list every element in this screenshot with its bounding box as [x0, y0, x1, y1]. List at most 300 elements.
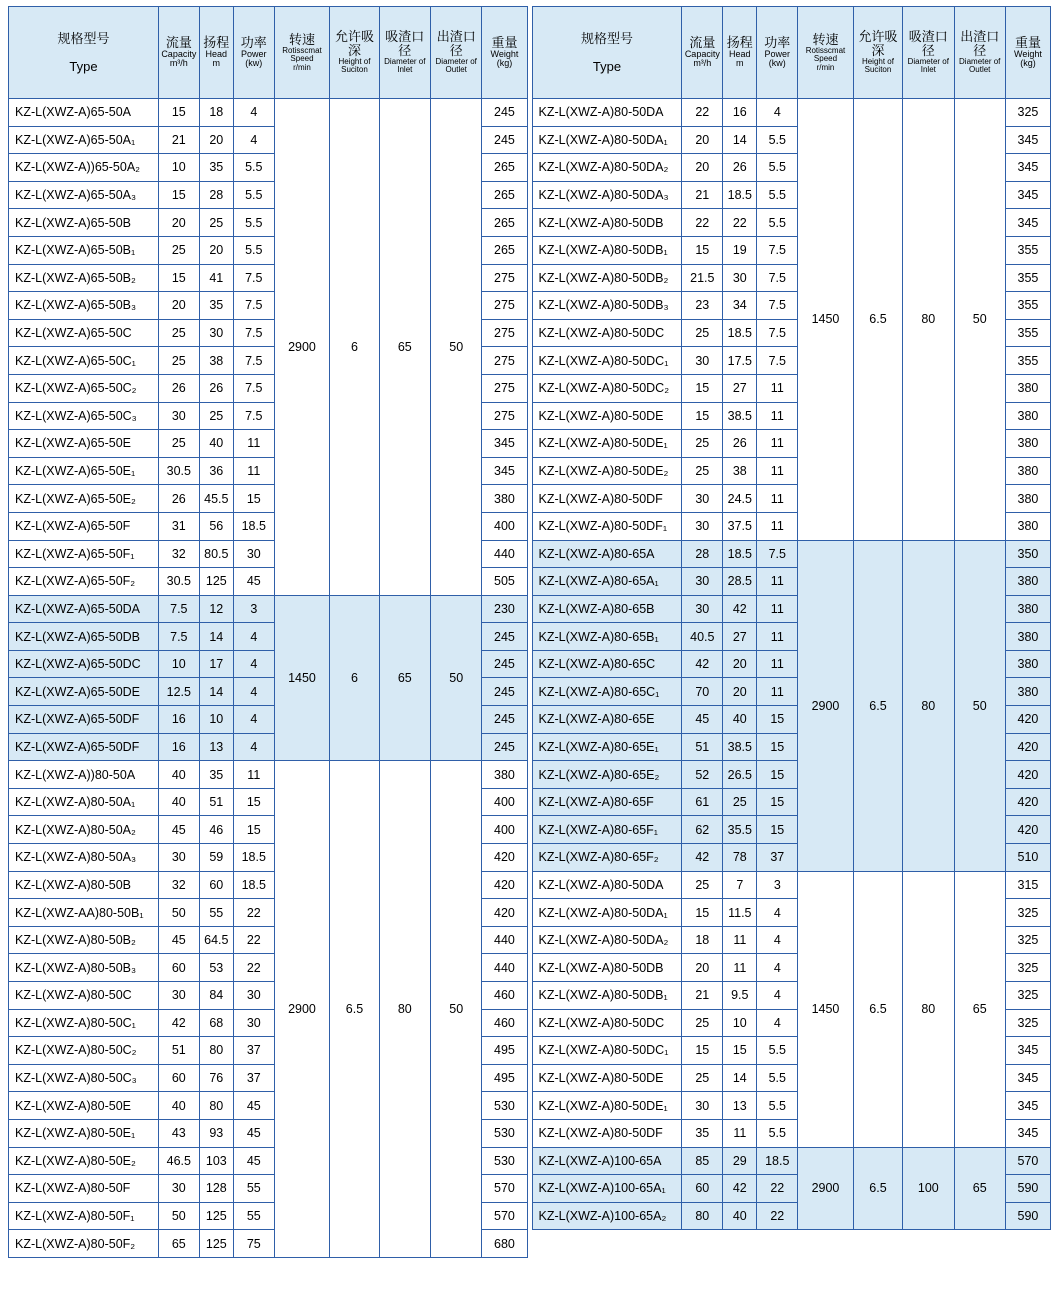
cell-type: KZ-L(XWZ-A)80-50E₂: [9, 1147, 159, 1175]
cell-weight: 230: [482, 595, 527, 623]
cell-weight: 570: [482, 1175, 527, 1203]
cell-head: 55: [199, 899, 233, 927]
cell-capacity: 12.5: [158, 678, 199, 706]
header-type: [9, 7, 159, 99]
cell-capacity: 15: [682, 402, 723, 430]
cell-power: 7.5: [233, 264, 274, 292]
cell-type: KZ-L(XWZ-A)80-50DA₂: [532, 154, 682, 182]
cell-head: 18.5: [723, 319, 757, 347]
cell-type: KZ-L(XWZ-A)65-50A₁: [9, 126, 159, 154]
cell-power: 11: [233, 430, 274, 458]
cell-inlet: 80: [379, 761, 430, 1258]
cell-type: KZ-L(XWZ-A)80-50A₃: [9, 844, 159, 872]
cell-weight: 380: [1005, 595, 1050, 623]
cell-head: 15: [723, 1037, 757, 1065]
cell-type: KZ-L(XWZ-A)80-65C: [532, 650, 682, 678]
cell-power: 4: [757, 982, 798, 1010]
cell-capacity: 20: [158, 292, 199, 320]
cell-weight: 380: [1005, 374, 1050, 402]
cell-head: 9.5: [723, 982, 757, 1010]
cell-type: KZ-L(XWZ-A)80-50DF₁: [532, 512, 682, 540]
cell-head: 24.5: [723, 485, 757, 513]
cell-speed: 2900: [274, 761, 330, 1258]
cell-inlet: 65: [379, 99, 430, 596]
cell-weight: 355: [1005, 319, 1050, 347]
header-power: 功率 Power (kw): [233, 7, 274, 99]
cell-head: 11: [723, 1119, 757, 1147]
cell-type: KZ-L(XWZ-A)80-50DA₃: [532, 181, 682, 209]
cell-capacity: 40: [158, 788, 199, 816]
cell-power: 15: [757, 706, 798, 734]
cell-type: KZ-L(XWZ-A)80-50DC: [532, 319, 682, 347]
cell-head: 53: [199, 954, 233, 982]
header-type: 规格型号 Type: [532, 7, 682, 99]
cell-weight: 460: [482, 982, 527, 1010]
cell-type: KZ-L(XWZ-A)80-50C₃: [9, 1064, 159, 1092]
header-type-cn: 规格型号: [57, 30, 110, 46]
cell-power: 5.5: [757, 1064, 798, 1092]
cell-head: 13: [199, 733, 233, 761]
cell-weight: 530: [482, 1092, 527, 1120]
cell-capacity: 45: [158, 926, 199, 954]
cell-capacity: 30: [682, 512, 723, 540]
table-row: [532, 1147, 1051, 1175]
cell-weight: 420: [482, 899, 527, 927]
cell-speed: 2900: [274, 99, 330, 596]
cell-speed: 2900: [798, 540, 854, 871]
cell-capacity: 52: [682, 761, 723, 789]
cell-capacity: 30: [682, 347, 723, 375]
cell-capacity: 25: [682, 1009, 723, 1037]
cell-capacity: 43: [158, 1119, 199, 1147]
cell-power: 11: [757, 595, 798, 623]
cell-type: KZ-L(XWZ-A)80-50E: [9, 1092, 159, 1120]
cell-head: 18.5: [723, 540, 757, 568]
cell-head: 20: [723, 678, 757, 706]
cell-head: 80: [199, 1037, 233, 1065]
cell-type: KZ-L(XWZ-A)80-50B₃: [9, 954, 159, 982]
cell-power: 11: [757, 623, 798, 651]
cell-capacity: 32: [158, 540, 199, 568]
cell-head: 14: [723, 1064, 757, 1092]
cell-capacity: 62: [682, 816, 723, 844]
cell-head: 46: [199, 816, 233, 844]
cell-head: 12: [199, 595, 233, 623]
cell-power: 4: [233, 650, 274, 678]
cell-weight: 510: [1005, 844, 1050, 872]
cell-capacity: 65: [158, 1230, 199, 1258]
cell-power: 15: [233, 788, 274, 816]
table-row: [9, 595, 528, 623]
cell-type: KZ-L(XWZ-A)80-50B₂: [9, 926, 159, 954]
cell-outlet: 50: [954, 540, 1005, 871]
cell-capacity: 40: [158, 761, 199, 789]
cell-suction: 6.5: [853, 1147, 902, 1230]
cell-head: 25: [199, 402, 233, 430]
cell-outlet: 65: [954, 871, 1005, 1147]
left-header-row: [9, 7, 528, 99]
cell-type: KZ-L(XWZ-A)80-65F₂: [532, 844, 682, 872]
cell-type: KZ-L(XWZ-A)80-50DB₂: [532, 264, 682, 292]
cell-type: KZ-L(XWZ-A)80-65F₁: [532, 816, 682, 844]
cell-power: 4: [233, 733, 274, 761]
cell-capacity: 51: [682, 733, 723, 761]
cell-type: KZ-L(XWZ-A)80-50DB₃: [532, 292, 682, 320]
cell-outlet: 50: [954, 99, 1005, 541]
cell-outlet: 50: [431, 99, 482, 596]
cell-weight: 345: [1005, 209, 1050, 237]
cell-capacity: 25: [158, 319, 199, 347]
cell-power: 7.5: [757, 347, 798, 375]
left-table-wrapper: [8, 6, 528, 1287]
cell-capacity: 21.5: [682, 264, 723, 292]
cell-capacity: 40.5: [682, 623, 723, 651]
header-weight: 重量 Weight (kg): [1005, 7, 1050, 99]
cell-power: 5.5: [757, 209, 798, 237]
cell-capacity: 18: [682, 926, 723, 954]
cell-capacity: 20: [158, 209, 199, 237]
cell-power: 7.5: [757, 319, 798, 347]
cell-head: 42: [723, 1175, 757, 1203]
cell-weight: 245: [482, 623, 527, 651]
cell-speed: 1450: [798, 99, 854, 541]
cell-type: KZ-L(XWZ-A)80-50DF: [532, 485, 682, 513]
cell-power: 30: [233, 982, 274, 1010]
cell-power: 5.5: [233, 209, 274, 237]
cell-capacity: 51: [158, 1037, 199, 1065]
cell-head: 14: [723, 126, 757, 154]
cell-weight: 530: [482, 1119, 527, 1147]
cell-power: 45: [233, 1092, 274, 1120]
cell-head: 18.5: [723, 181, 757, 209]
cell-suction: 6.5: [853, 871, 902, 1147]
cell-type: KZ-L(XWZ-A)80-50F: [9, 1175, 159, 1203]
cell-power: 5.5: [233, 154, 274, 182]
cell-head: 25: [199, 209, 233, 237]
cell-type: KZ-L(XWZ-A)65-50F: [9, 512, 159, 540]
cell-power: 4: [233, 126, 274, 154]
cell-power: 22: [757, 1202, 798, 1230]
cell-weight: 380: [1005, 650, 1050, 678]
cell-type: KZ-L(XWZ-A)65-50A: [9, 99, 159, 127]
cell-capacity: 50: [158, 1202, 199, 1230]
cell-power: 37: [757, 844, 798, 872]
cell-capacity: 21: [158, 126, 199, 154]
tables-container: [8, 6, 1051, 1287]
cell-head: 125: [199, 1230, 233, 1258]
cell-capacity: 35: [682, 1119, 723, 1147]
cell-capacity: 40: [158, 1092, 199, 1120]
cell-capacity: 80: [682, 1202, 723, 1230]
cell-head: 103: [199, 1147, 233, 1175]
cell-power: 5.5: [757, 154, 798, 182]
cell-head: 20: [199, 126, 233, 154]
cell-head: 34: [723, 292, 757, 320]
cell-head: 11: [723, 954, 757, 982]
cell-power: 75: [233, 1230, 274, 1258]
cell-capacity: 28: [682, 540, 723, 568]
cell-head: 27: [723, 374, 757, 402]
cell-type: KZ-L(XWZ-A)65-50B₁: [9, 236, 159, 264]
cell-weight: 380: [1005, 568, 1050, 596]
cell-weight: 400: [482, 512, 527, 540]
cell-type: KZ-L(XWZ-A)80-50DB: [532, 954, 682, 982]
header-outlet: 出渣口径 Diameter of Outlet: [954, 7, 1005, 99]
cell-weight: 245: [482, 99, 527, 127]
cell-capacity: 15: [158, 264, 199, 292]
cell-capacity: 16: [158, 706, 199, 734]
cell-power: 5.5: [757, 1037, 798, 1065]
cell-head: 35: [199, 761, 233, 789]
cell-type: KZ-L(XWZ-A)80-50DB₁: [532, 982, 682, 1010]
cell-type: KZ-L(XWZ-A)80-50DC₁: [532, 347, 682, 375]
cell-power: 7.5: [233, 292, 274, 320]
cell-weight: 245: [482, 733, 527, 761]
cell-power: 7.5: [233, 374, 274, 402]
cell-weight: 440: [482, 954, 527, 982]
table-row: [9, 99, 528, 127]
cell-weight: 265: [482, 154, 527, 182]
cell-head: 38.5: [723, 402, 757, 430]
cell-type: KZ-L(XWZ-A)65-50DB: [9, 623, 159, 651]
cell-head: 26: [199, 374, 233, 402]
cell-inlet: 100: [903, 1147, 954, 1230]
cell-head: 14: [199, 678, 233, 706]
cell-power: 22: [233, 954, 274, 982]
cell-head: 59: [199, 844, 233, 872]
left-spec-table: [8, 6, 528, 1258]
cell-weight: 325: [1005, 899, 1050, 927]
cell-weight: 345: [1005, 1119, 1050, 1147]
cell-outlet: 50: [431, 761, 482, 1258]
cell-head: 30: [199, 319, 233, 347]
cell-power: 18.5: [757, 1147, 798, 1175]
cell-weight: 345: [1005, 181, 1050, 209]
cell-power: 45: [233, 1147, 274, 1175]
cell-weight: 265: [482, 236, 527, 264]
cell-weight: 345: [1005, 1092, 1050, 1120]
cell-type: KZ-L(XWZ-A)65-50F₂: [9, 568, 159, 596]
cell-weight: 380: [482, 485, 527, 513]
cell-head: 17: [199, 650, 233, 678]
cell-capacity: 30.5: [158, 457, 199, 485]
cell-capacity: 26: [158, 485, 199, 513]
cell-capacity: 25: [682, 457, 723, 485]
cell-power: 11: [233, 761, 274, 789]
cell-capacity: 16: [158, 733, 199, 761]
cell-power: 22: [757, 1175, 798, 1203]
header-power: 功率 Power (kw): [757, 7, 798, 99]
cell-type: KZ-L(XWZ-A)80-65B: [532, 595, 682, 623]
cell-weight: 380: [1005, 512, 1050, 540]
cell-type: KZ-L(XWZ-A)65-50B: [9, 209, 159, 237]
cell-type: KZ-L(XWZ-A)65-50DF: [9, 733, 159, 761]
cell-head: 18: [199, 99, 233, 127]
cell-weight: 275: [482, 402, 527, 430]
cell-power: 7.5: [757, 292, 798, 320]
cell-capacity: 50: [158, 899, 199, 927]
cell-power: 45: [233, 568, 274, 596]
cell-power: 15: [757, 788, 798, 816]
cell-type: KZ-L(XWZ-A)80-50B: [9, 871, 159, 899]
cell-type: KZ-L(XWZ-A)80-50DA₂: [532, 926, 682, 954]
cell-head: 11.5: [723, 899, 757, 927]
cell-type: KZ-L(XWZ-A)80-50C₂: [9, 1037, 159, 1065]
cell-type: KZ-L(XWZ-A)80-50DE: [532, 402, 682, 430]
cell-power: 11: [757, 485, 798, 513]
cell-capacity: 15: [682, 374, 723, 402]
cell-weight: 275: [482, 374, 527, 402]
cell-power: 18.5: [233, 871, 274, 899]
cell-head: 28: [199, 181, 233, 209]
cell-power: 4: [757, 954, 798, 982]
cell-weight: 355: [1005, 264, 1050, 292]
cell-type: KZ-L(XWZ-A)100-65A₁: [532, 1175, 682, 1203]
cell-capacity: 7.5: [158, 595, 199, 623]
cell-suction: 6: [330, 595, 379, 761]
cell-weight: 440: [482, 926, 527, 954]
cell-weight: 355: [1005, 236, 1050, 264]
cell-power: 7.5: [233, 347, 274, 375]
cell-type: KZ-L(XWZ-A)80-65C₁: [532, 678, 682, 706]
cell-power: 15: [233, 485, 274, 513]
cell-capacity: 61: [682, 788, 723, 816]
cell-type: KZ-L(XWZ-A)65-50B₃: [9, 292, 159, 320]
cell-head: 51: [199, 788, 233, 816]
cell-capacity: 20: [682, 126, 723, 154]
cell-type: KZ-L(XWZ-A)80-50DE₁: [532, 430, 682, 458]
cell-capacity: 15: [682, 236, 723, 264]
cell-capacity: 10: [158, 154, 199, 182]
cell-head: 40: [199, 430, 233, 458]
cell-type: KZ-L(XWZ-A)80-50DA: [532, 871, 682, 899]
cell-weight: 380: [1005, 623, 1050, 651]
cell-head: 93: [199, 1119, 233, 1147]
cell-power: 11: [757, 650, 798, 678]
cell-type: KZ-L(XWZ-A))65-50A₂: [9, 154, 159, 182]
header-inlet: 吸渣口径 Diameter of Inlet: [903, 7, 954, 99]
cell-capacity: 25: [158, 347, 199, 375]
cell-type: KZ-L(XWZ-A)80-65E₂: [532, 761, 682, 789]
cell-type: KZ-L(XWZ-A)65-50E₁: [9, 457, 159, 485]
cell-head: 10: [199, 706, 233, 734]
cell-head: 76: [199, 1064, 233, 1092]
cell-head: 30: [723, 264, 757, 292]
cell-type: KZ-L(XWZ-AA)80-50B₁: [9, 899, 159, 927]
cell-power: 45: [233, 1119, 274, 1147]
cell-power: 22: [233, 926, 274, 954]
cell-type: KZ-L(XWZ-A))80-50A: [9, 761, 159, 789]
cell-weight: 275: [482, 319, 527, 347]
header-head: 扬程 Head m: [199, 7, 233, 99]
cell-power: 5.5: [757, 1092, 798, 1120]
cell-type: KZ-L(XWZ-A)80-50DB: [532, 209, 682, 237]
cell-weight: 420: [1005, 788, 1050, 816]
cell-power: 11: [757, 402, 798, 430]
cell-capacity: 26: [158, 374, 199, 402]
cell-capacity: 45: [158, 816, 199, 844]
cell-weight: 590: [1005, 1202, 1050, 1230]
cell-weight: 380: [1005, 457, 1050, 485]
table-row: [9, 761, 528, 789]
cell-weight: 460: [482, 1009, 527, 1037]
cell-head: 36: [199, 457, 233, 485]
cell-capacity: 30: [158, 402, 199, 430]
header-capacity: 流量 Capacity m³/h: [158, 7, 199, 99]
cell-head: 16: [723, 99, 757, 127]
cell-head: 80: [199, 1092, 233, 1120]
cell-type: KZ-L(XWZ-A)80-50DE₁: [532, 1092, 682, 1120]
cell-head: 17.5: [723, 347, 757, 375]
cell-head: 68: [199, 1009, 233, 1037]
cell-power: 55: [233, 1202, 274, 1230]
cell-head: 20: [199, 236, 233, 264]
right-header-row: [532, 7, 1051, 99]
cell-weight: 275: [482, 264, 527, 292]
cell-capacity: 22: [682, 99, 723, 127]
cell-weight: 495: [482, 1037, 527, 1065]
cell-power: 4: [233, 99, 274, 127]
cell-capacity: 60: [682, 1175, 723, 1203]
cell-capacity: 42: [682, 650, 723, 678]
header-head: 扬程 Head m: [723, 7, 757, 99]
cell-type: KZ-L(XWZ-A)65-50A₃: [9, 181, 159, 209]
cell-head: 38: [199, 347, 233, 375]
cell-weight: 275: [482, 347, 527, 375]
cell-capacity: 45: [682, 706, 723, 734]
cell-weight: 265: [482, 181, 527, 209]
cell-power: 55: [233, 1175, 274, 1203]
cell-power: 5.5: [757, 1119, 798, 1147]
cell-type: KZ-L(XWZ-A)80-65E: [532, 706, 682, 734]
cell-weight: 400: [482, 816, 527, 844]
cell-type: KZ-L(XWZ-A)65-50E: [9, 430, 159, 458]
cell-capacity: 30: [158, 1175, 199, 1203]
cell-type: KZ-L(XWZ-A)80-50F₂: [9, 1230, 159, 1258]
cell-power: 15: [757, 816, 798, 844]
cell-type: KZ-L(XWZ-A)65-50DA: [9, 595, 159, 623]
cell-weight: 420: [1005, 816, 1050, 844]
cell-head: 7: [723, 871, 757, 899]
cell-weight: 355: [1005, 347, 1050, 375]
cell-head: 25: [723, 788, 757, 816]
header-suction: 允许吸深 Height of Suciton: [853, 7, 902, 99]
cell-capacity: 23: [682, 292, 723, 320]
cell-type: KZ-L(XWZ-A)80-50DE: [532, 1064, 682, 1092]
cell-type: KZ-L(XWZ-A)80-50C: [9, 982, 159, 1010]
cell-weight: 420: [1005, 761, 1050, 789]
cell-weight: 345: [482, 430, 527, 458]
cell-power: 5.5: [233, 236, 274, 264]
cell-type: KZ-L(XWZ-A)80-50E₁: [9, 1119, 159, 1147]
cell-head: 11: [723, 926, 757, 954]
cell-weight: 350: [1005, 540, 1050, 568]
cell-weight: 380: [1005, 485, 1050, 513]
cell-capacity: 15: [158, 99, 199, 127]
left-table-body: [9, 99, 528, 1258]
cell-weight: 325: [1005, 1009, 1050, 1037]
cell-type: KZ-L(XWZ-A)65-50C₃: [9, 402, 159, 430]
cell-type: KZ-L(XWZ-A)65-50DC: [9, 650, 159, 678]
cell-capacity: 25: [682, 430, 723, 458]
cell-suction: 6.5: [853, 99, 902, 541]
cell-outlet: 65: [954, 1147, 1005, 1230]
cell-head: 26: [723, 154, 757, 182]
cell-type: KZ-L(XWZ-A)80-50A₂: [9, 816, 159, 844]
cell-head: 22: [723, 209, 757, 237]
cell-head: 26: [723, 430, 757, 458]
cell-power: 5.5: [757, 126, 798, 154]
